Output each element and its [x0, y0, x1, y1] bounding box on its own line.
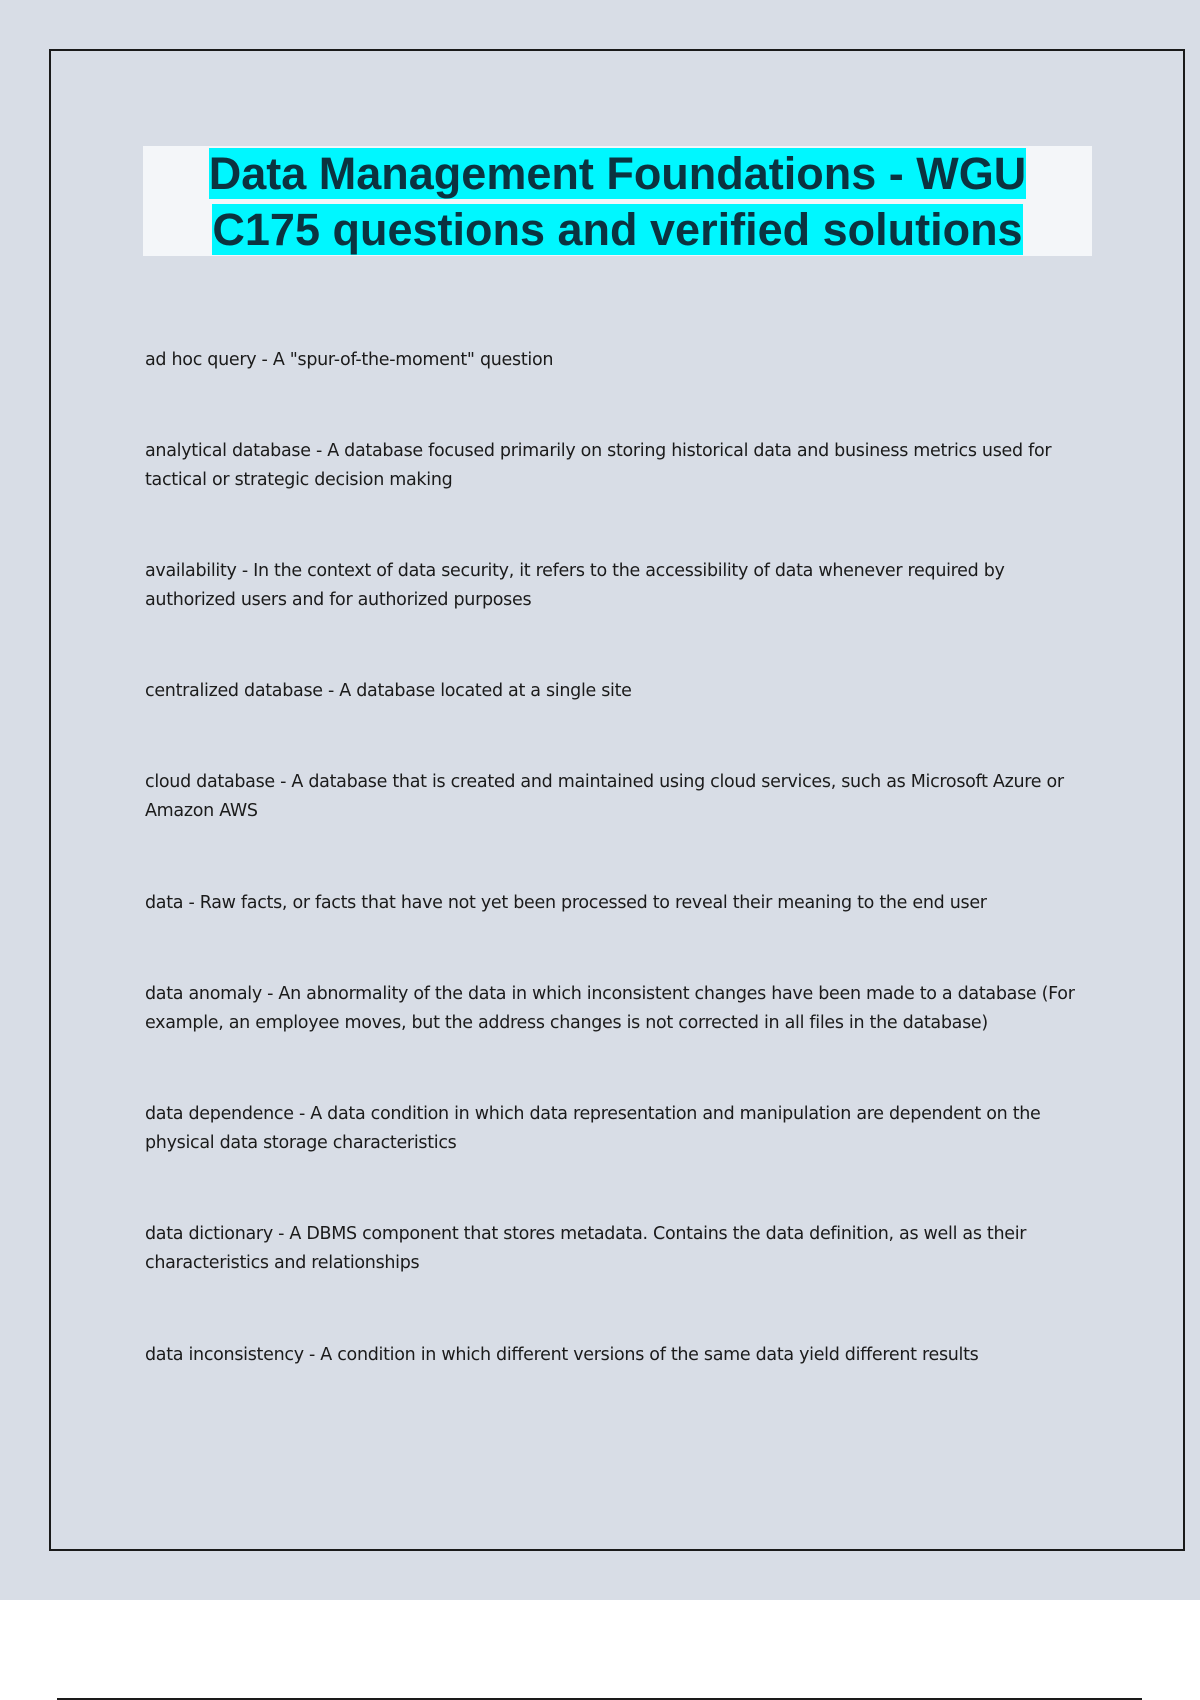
title-line-1: Data Management Foundations - WGU — [208, 148, 1027, 199]
glossary-entry: analytical database - A database focused primarily on storing historical data and business metrics used for tactical or strategic decision making — [145, 441, 1052, 490]
glossary-entry: centralized database - A database located at a single site — [145, 681, 632, 701]
glossary-entry: cloud database - A database that is created and maintained using cloud services, such as Microsoft Azure or Amazon AWS — [145, 772, 1064, 821]
glossary-entry: data dependence - A data condition in which data representation and manipulation are dependent on the physical data storage characteristics — [145, 1104, 1041, 1153]
document-title — [143, 146, 1092, 258]
glossary-entry: data anomaly - An abnormality of the data in which inconsistent changes have been made to a database (For example, an employee moves, but the address changes is not corrected in all files in the database) — [145, 984, 1075, 1033]
glossary-entry: ad hoc query - A "spur-of-the-moment" question — [145, 350, 554, 370]
glossary-entry: data - Raw facts, or facts that have not yet been processed to reveal their meaning to the end user — [145, 893, 987, 913]
glossary-entry: data dictionary - A DBMS component that stores metadata. Contains the data definition, as well as their characteristics and relationships — [145, 1224, 1027, 1273]
glossary-entry: data inconsistency - A condition in which different versions of the same data yield different results — [145, 1345, 979, 1365]
glossary-entry: availability - In the context of data security, it refers to the accessibility of data whenever required by authorized users and for authorized purposes — [145, 561, 1005, 610]
title-line-2: C175 questions and verified solutions — [212, 204, 1023, 255]
